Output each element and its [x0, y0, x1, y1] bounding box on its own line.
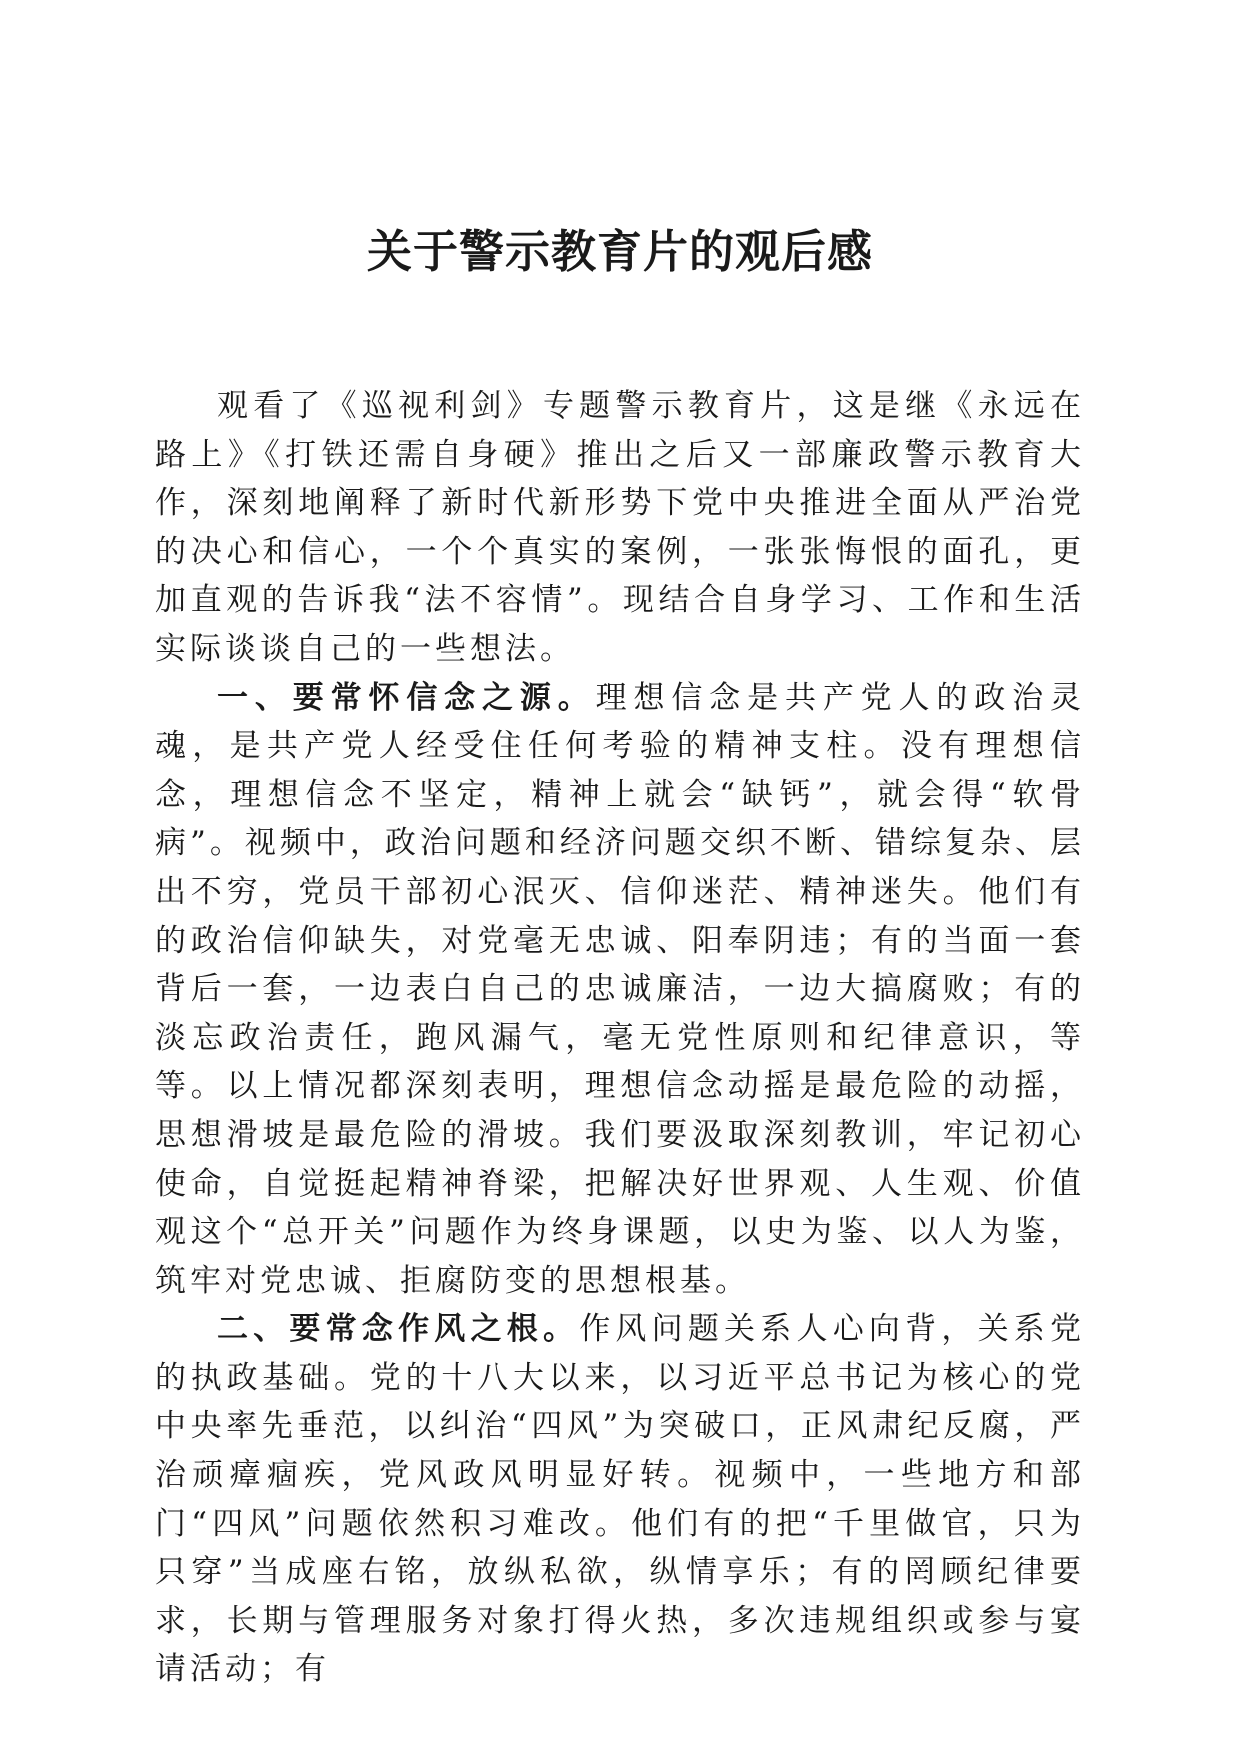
section-two-paragraph [155, 1305, 1085, 1694]
section-heading: 一、要常怀信念之源。 [217, 679, 596, 716]
paragraph-text: 理想信念是共产党人的政治灵魂，是共产党人经受住任何考验的精神支柱。没有理想信念，理想信念不坚定，精神上就会“缺钙”，就会得“软骨病”。视频中，政治问题和经济问题交织不断、错综复杂、层出不穷，党员干部初心泯灭、信仰迷茫、精神迷失。他们有的政治信仰缺失，对党毫无忠诚、阳奉阴违；有的当面一套背后一套，一边表白自己的忠诚廉洁，一边大搞腐败；有的淡忘政治责任，跑风漏气，毫无党性原则和纪律意识，等等。以上情况都深刻表明，理想信念动摇是最危险的动摇，思想滑坡是最危险的滑坡。我们要汲取深刻教训，牢记初心使命，自觉挺起精神脊梁，把解决好世界观、人生观、价值观这个“总开关”问题作为终身课题，以史为鉴、以人为鉴，筑牢对党忠诚、拒腐防变的思想根基。 [155, 679, 1086, 1299]
section-one-paragraph [155, 674, 1085, 1306]
document-body [155, 382, 1085, 1694]
document-title: 关于警示教育片的观后感 [366, 225, 873, 278]
section-heading: 二、要常念作风之根。 [217, 1311, 580, 1348]
intro-paragraph [155, 382, 1085, 674]
paragraph-text: 观看了《巡视利剑》专题警示教育片，这是继《永远在路上》《打铁还需自身硬》推出之后又一部廉政警示教育大作，深刻地阐释了新时代新形势下党中央推进全面从严治党的决心和信心，一个个真实的案例，一张张悔恨的面孔，更加直观的告诉我“法不容情”。现结合自身学习、工作和生活实际谈谈自己的一些想法。 [155, 388, 1085, 667]
paragraph-text: 作风问题关系人心向背，关系党的执政基础。党的十八大以来，以习近平总书记为核心的党中央率先垂范，以纠治“四风”为突破口，正风肃纪反腐，严治顽瘴痼疾，党风政风明显好转。视频中，一些地方和部门“四风”问题依然积习难改。他们有的把“千里做官，只为只穿”当成座右铭，放纵私欲，纵情享乐；有的罔顾纪律要求，长期与管理服务对象打得火热，多次违规组织或参与宴请活动；有 [155, 1311, 1086, 1688]
